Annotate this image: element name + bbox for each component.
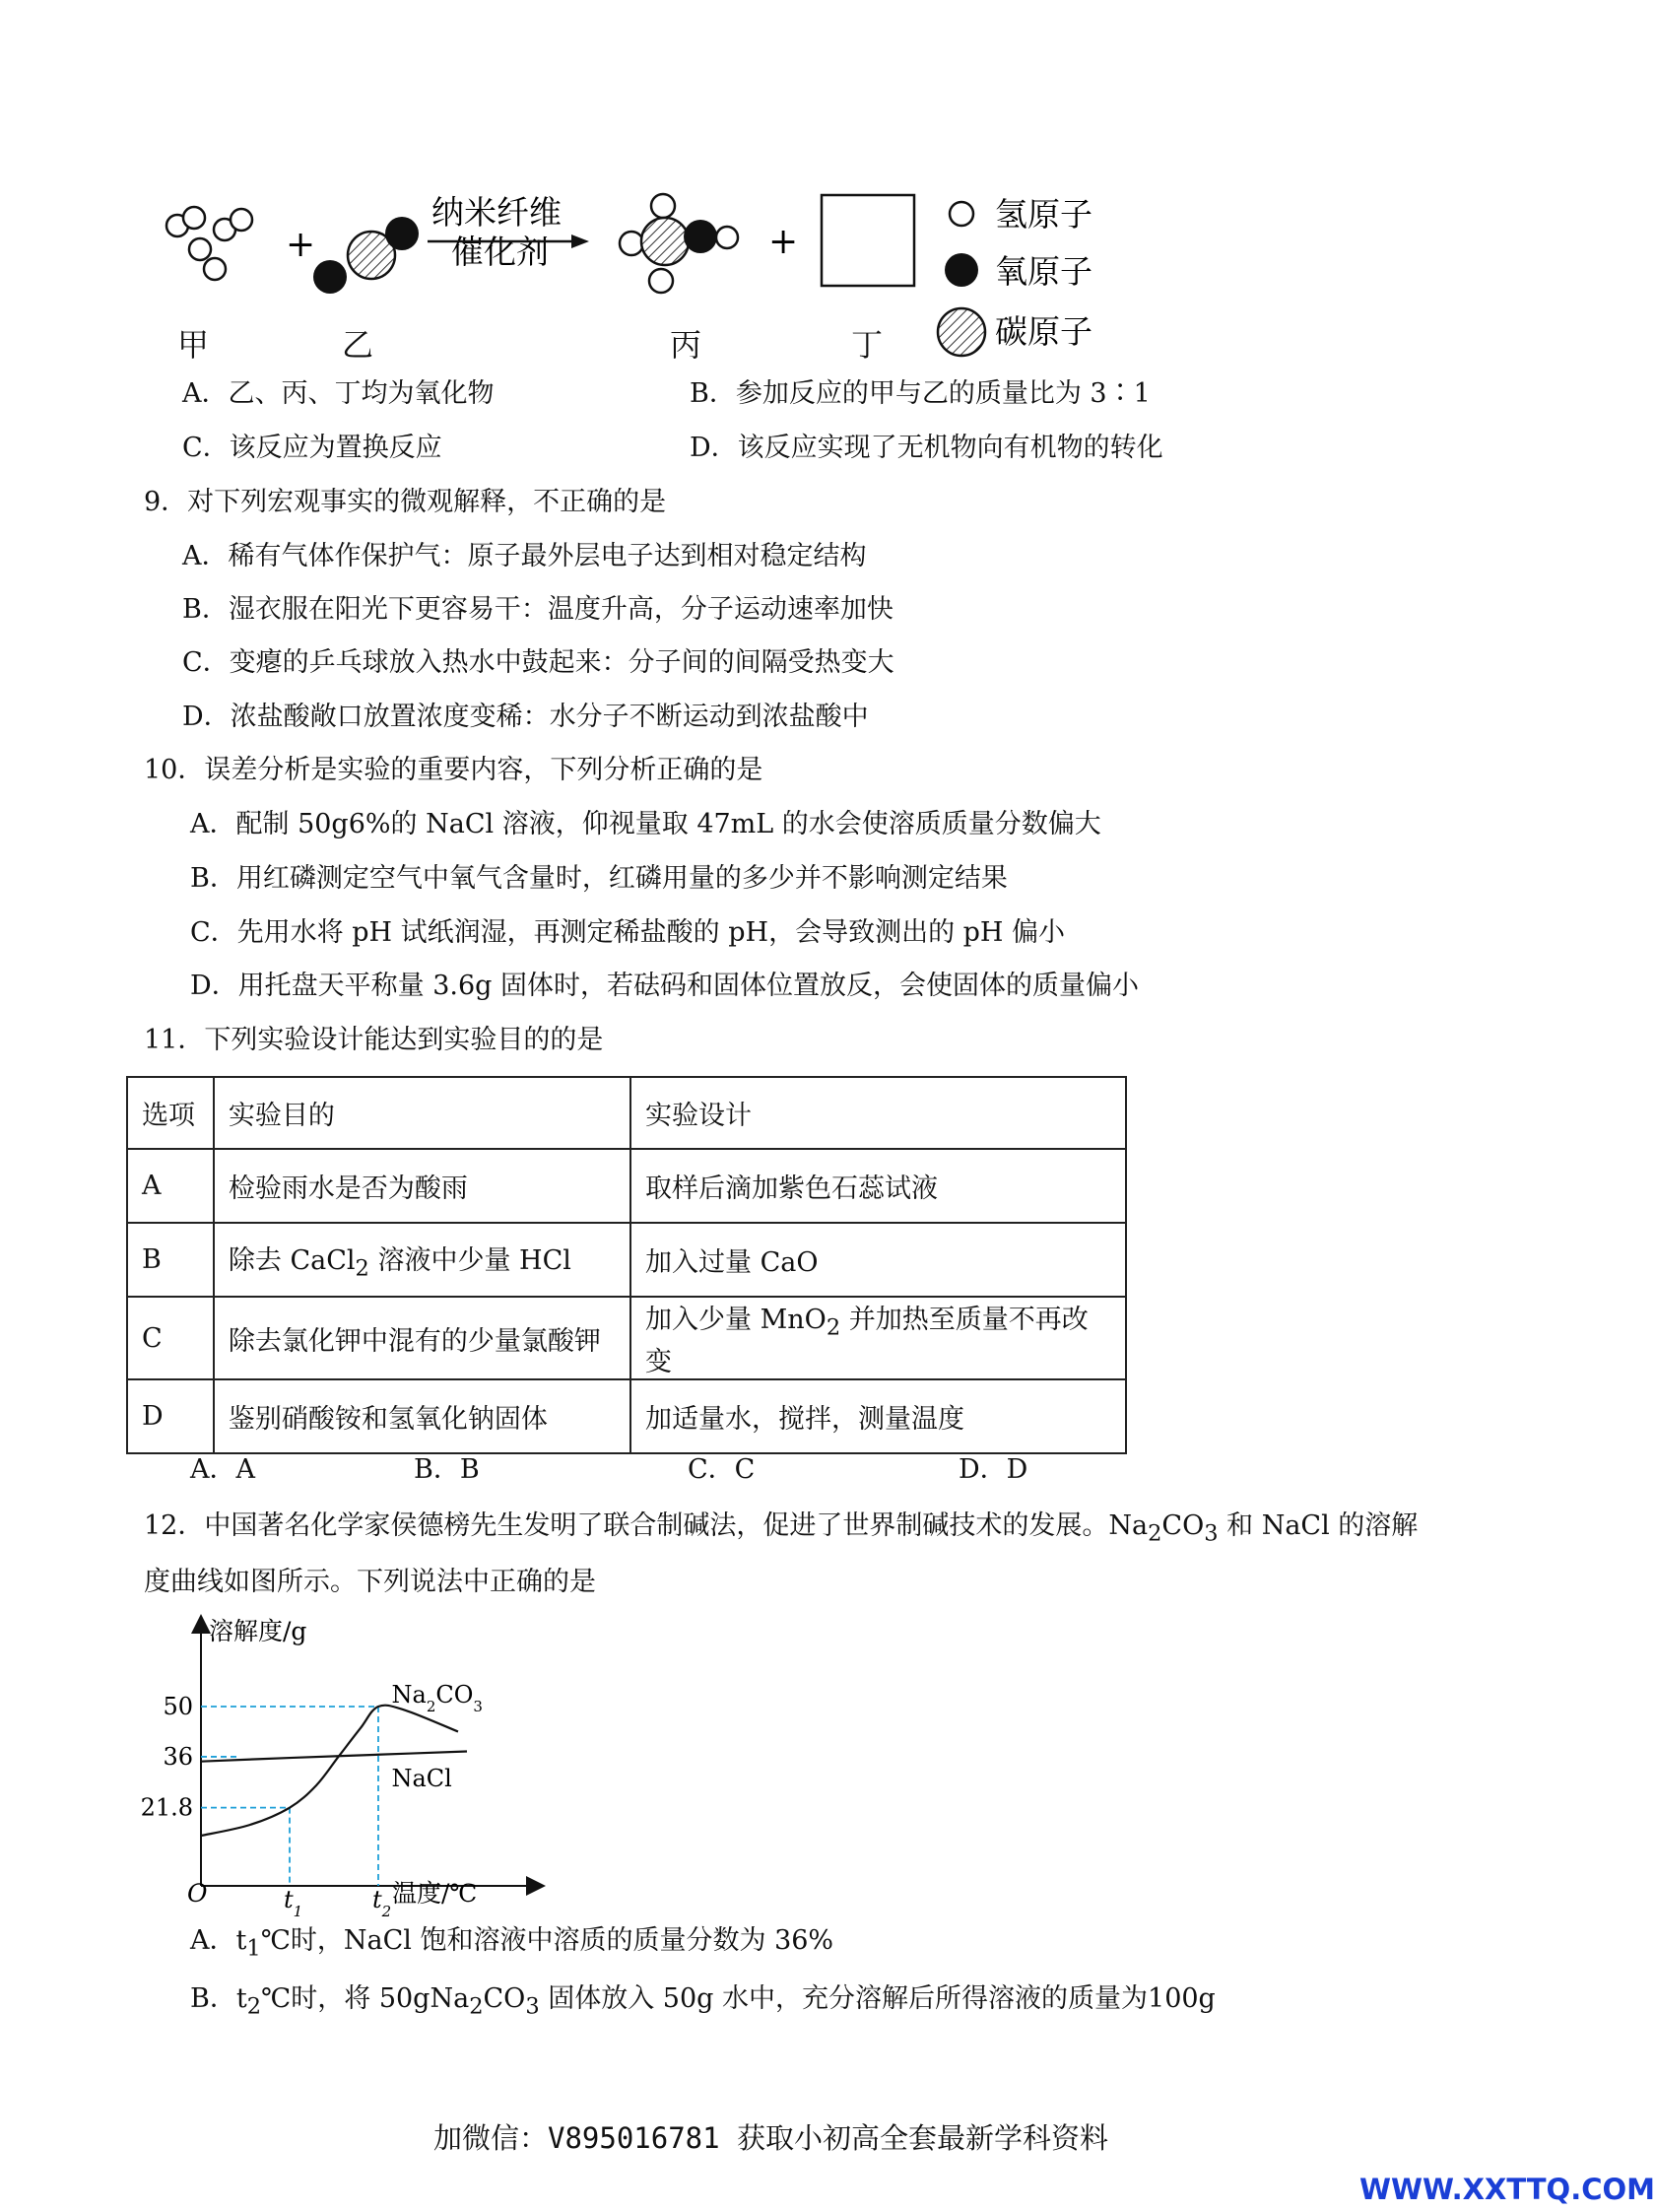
row-design: 加入少量 MnO$_2$ 并加热至质量不再改变	[630, 1297, 1126, 1379]
footer-text: 加微信：V895016781 获取小初高全套最新学科资料	[433, 2121, 1109, 2155]
experiment-table	[126, 1076, 1127, 1454]
q9-option-d: D．浓盐酸敞口放置浓度变稀：水分子不断运动到浓盐酸中	[182, 702, 869, 732]
q9-stem: 9．对下列宏观事实的微观解释，不正确的是	[144, 487, 667, 517]
molecule-jia	[166, 207, 252, 280]
series-line-nacl	[201, 1752, 467, 1762]
table-header-row	[127, 1077, 1126, 1149]
q12-option-a: A．$t_1℃$时，NaCl 饱和溶液中溶质的质量分数为 36%	[190, 1925, 834, 1962]
q11-answer-a: A．A	[190, 1454, 255, 1485]
legend-hydrogen: 氢原子	[995, 195, 1092, 234]
q10-option-b: B．用红磷测定空气中氧气含量时，红磷用量的多少并不影响测定结果	[190, 863, 1008, 894]
solubility-chart	[138, 1616, 552, 1920]
molecule-yi	[313, 217, 419, 294]
q8-option-a: A．乙、丙、丁均为氧化物	[182, 378, 495, 409]
q12-option-b: B．$t_2℃$时，将 $50gNa_2CO_3$ 固体放入 50g 水中，充分溶解后所得溶液的质量为100g	[190, 1983, 1216, 2020]
reaction-diagram	[138, 182, 1123, 369]
unknown-product-box	[822, 195, 914, 286]
carbon-atom-icon	[938, 308, 985, 356]
plus-sign-1: +	[286, 225, 316, 265]
row-option: B	[127, 1223, 214, 1297]
q9-option-c: C．变瘪的乒乓球放入热水中鼓起来：分子间的间隔受热变大	[182, 647, 894, 678]
x-tick-label: $t_2$	[372, 1886, 392, 1920]
q11-answer-b: B．B	[414, 1454, 480, 1485]
label-jia: 甲	[177, 326, 210, 364]
row-purpose: 除去氯化钾中混有的少量氯酸钾	[214, 1297, 630, 1379]
table-row	[127, 1223, 1126, 1297]
header-design: 实验设计	[630, 1077, 1126, 1149]
q11-answer-c: C．C	[688, 1454, 756, 1485]
series-label-na2co3: $Na_2CO_3$	[391, 1681, 483, 1715]
legend-carbon: 碳原子	[995, 312, 1092, 351]
table-row	[127, 1379, 1126, 1453]
q11-stem: 11．下列实验设计能达到实验目的的是	[144, 1025, 604, 1055]
x-tick-label: $t_1$	[284, 1886, 303, 1920]
y-tick-label: 21.8	[140, 1793, 193, 1822]
q11-answer-d: D．D	[959, 1454, 1028, 1485]
header-option: 选项	[127, 1077, 214, 1149]
molecule-bing	[620, 194, 738, 293]
watermark: WWW.XXTTQ.COM	[1359, 2173, 1655, 2206]
q9-option-b: B．湿衣服在阳光下更容易干：温度升高，分子运动速率加快	[182, 594, 894, 625]
row-design: 加入过量 CaO	[630, 1223, 1126, 1297]
q12-stem: 12．中国著名化学家侯德榜先生发明了联合制碱法，促进了世界制碱技术的发展。$Na_2CO_3$ 和 NaCl 的溶解	[144, 1510, 1419, 1547]
y-axis-label: 溶解度/g	[209, 1617, 307, 1645]
label-bing: 丙	[670, 326, 702, 364]
table-row	[127, 1297, 1126, 1379]
q8-option-b: B．参加反应的甲与乙的质量比为 3∶1	[690, 378, 1151, 409]
series-label-nacl: NaCl	[391, 1764, 452, 1792]
x-axis-label: 温度/℃	[392, 1879, 478, 1908]
row-option: D	[127, 1379, 214, 1453]
row-design: 取样后滴加紫色石蕊试液	[630, 1149, 1126, 1223]
label-yi: 乙	[342, 326, 374, 364]
q10-option-a: A．配制 50g6%的 NaCl 溶液，仰视量取 47mL 的水会使溶质质量分数偏大	[190, 809, 1101, 839]
row-purpose: 鉴别硝酸铵和氢氧化钠固体	[214, 1379, 630, 1453]
row-purpose: 除去 CaCl$_2$ 溶液中少量 HCl	[214, 1223, 630, 1297]
q8-option-d: D．该反应实现了无机物向有机物的转化	[690, 433, 1163, 463]
y-tick-label: 36	[163, 1742, 193, 1771]
table-row	[127, 1149, 1126, 1223]
row-option: A	[127, 1149, 214, 1223]
q10-stem: 10．误差分析是实验的重要内容，下列分析正确的是	[144, 755, 763, 785]
row-option: C	[127, 1297, 214, 1379]
catalyst-line2: 催化剂	[451, 233, 549, 271]
legend-oxygen: 氧原子	[995, 252, 1092, 291]
oxygen-atom-icon	[945, 253, 978, 287]
row-design: 加适量水，搅拌，测量温度	[630, 1379, 1126, 1453]
q12-stem-2: 度曲线如图所示。下列说法中正确的是	[144, 1567, 596, 1597]
header-purpose: 实验目的	[214, 1077, 630, 1149]
q10-option-d: D．用托盘天平称量 3.6g 固体时，若砝码和固体位置放反，会使固体的质量偏小	[190, 971, 1140, 1001]
y-tick-label: 50	[163, 1693, 193, 1720]
plus-sign-2: +	[768, 222, 799, 262]
row-purpose: 检验雨水是否为酸雨	[214, 1149, 630, 1223]
arrow-head-icon	[571, 235, 589, 248]
hydrogen-atom-icon	[950, 202, 973, 226]
q8-option-c: C．该反应为置换反应	[182, 433, 442, 463]
q10-option-c: C．先用水将 pH 试纸润湿，再测定稀盐酸的 pH，会导致测出的 pH 偏小	[190, 917, 1066, 948]
q9-option-a: A．稀有气体作保护气：原子最外层电子达到相对稳定结构	[182, 541, 867, 571]
label-ding: 丁	[851, 326, 884, 364]
catalyst-line1: 纳米纤维	[431, 193, 562, 232]
origin-label: O	[187, 1879, 208, 1908]
